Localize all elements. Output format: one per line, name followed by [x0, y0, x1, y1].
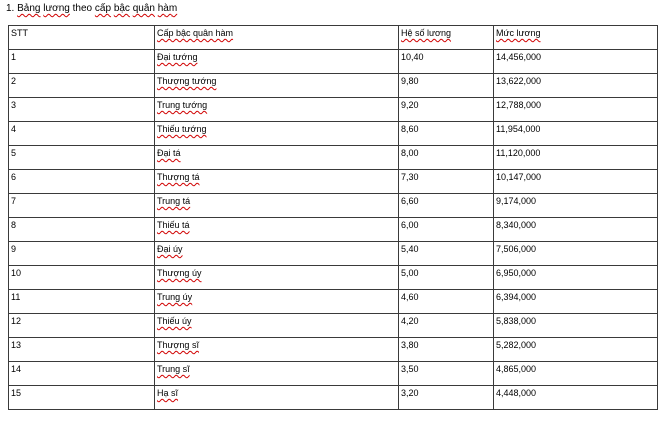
cell-salary: 11,954,000 — [494, 122, 658, 146]
cell-coefficient: 6,60 — [399, 194, 494, 218]
table-row — [9, 290, 658, 314]
cell-coefficient: 10,40 — [399, 50, 494, 74]
cell-rank — [155, 314, 399, 338]
cell-salary: 7,506,000 — [494, 242, 658, 266]
cell-coefficient: 6,00 — [399, 218, 494, 242]
rank-name: Trung sĩ — [157, 364, 190, 374]
heading-word: lương — [43, 3, 70, 14]
cell-stt: 9 — [9, 242, 155, 266]
cell-stt: 11 — [9, 290, 155, 314]
header-cell-salary — [494, 26, 658, 50]
table-row — [9, 74, 658, 98]
cell-salary: 6,394,000 — [494, 290, 658, 314]
cell-rank — [155, 266, 399, 290]
table-row — [9, 122, 658, 146]
table-row — [9, 218, 658, 242]
cell-stt: 6 — [9, 170, 155, 194]
cell-coefficient: 9,80 — [399, 74, 494, 98]
cell-rank — [155, 50, 399, 74]
table-row — [9, 386, 658, 410]
cell-coefficient: 7,30 — [399, 170, 494, 194]
heading-word: theo — [72, 3, 93, 14]
rank-name: Đại tá — [157, 148, 181, 158]
cell-salary: 13,622,000 — [494, 74, 658, 98]
cell-rank — [155, 386, 399, 410]
table-header-row — [9, 26, 658, 50]
cell-salary: 8,340,000 — [494, 218, 658, 242]
cell-coefficient: 8,00 — [399, 146, 494, 170]
heading-word: Bảng — [17, 3, 41, 14]
cell-rank — [155, 194, 399, 218]
cell-rank — [155, 170, 399, 194]
cell-coefficient: 8,60 — [399, 122, 494, 146]
cell-stt: 7 — [9, 194, 155, 218]
rank-name: Thiếu tướng — [157, 124, 207, 134]
rank-name: Trung úy — [157, 292, 193, 302]
cell-stt: 8 — [9, 218, 155, 242]
table-row — [9, 146, 658, 170]
cell-salary: 4,865,000 — [494, 362, 658, 386]
heading-word: hàm — [157, 3, 178, 14]
table-row — [9, 194, 658, 218]
cell-coefficient: 4,60 — [399, 290, 494, 314]
header-rank-label: Cấp bậc quân hàm — [157, 28, 234, 38]
cell-coefficient: 5,40 — [399, 242, 494, 266]
cell-salary: 6,950,000 — [494, 266, 658, 290]
cell-rank — [155, 218, 399, 242]
rank-name: Đại tướng — [157, 52, 198, 62]
cell-coefficient: 3,20 — [399, 386, 494, 410]
cell-salary: 4,448,000 — [494, 386, 658, 410]
table-row — [9, 242, 658, 266]
cell-coefficient: 9,20 — [399, 98, 494, 122]
rank-name: Thượng sĩ — [157, 340, 199, 350]
section-heading — [6, 3, 177, 15]
cell-stt: 3 — [9, 98, 155, 122]
header-cell-rank — [155, 26, 399, 50]
cell-stt: 13 — [9, 338, 155, 362]
rank-name: Thượng tướng — [157, 76, 217, 86]
cell-stt: 5 — [9, 146, 155, 170]
cell-rank — [155, 122, 399, 146]
cell-stt: 2 — [9, 74, 155, 98]
cell-stt: 10 — [9, 266, 155, 290]
heading-word: cấp — [94, 3, 112, 14]
cell-stt: 12 — [9, 314, 155, 338]
cell-stt: 4 — [9, 122, 155, 146]
heading-word: bậc — [113, 3, 130, 14]
cell-salary: 5,838,000 — [494, 314, 658, 338]
cell-rank — [155, 362, 399, 386]
rank-name: Thiếu tá — [157, 220, 190, 230]
cell-salary: 12,788,000 — [494, 98, 658, 122]
table-row — [9, 314, 658, 338]
cell-rank — [155, 242, 399, 266]
table-row — [9, 338, 658, 362]
cell-salary: 9,174,000 — [494, 194, 658, 218]
table-row — [9, 50, 658, 74]
cell-stt: 15 — [9, 386, 155, 410]
header-cell-stt: STT — [9, 26, 155, 50]
rank-name: Thượng úy — [157, 268, 202, 278]
heading-word: quân — [132, 3, 155, 14]
cell-rank — [155, 338, 399, 362]
header-salary-label: Mức lương — [496, 28, 541, 38]
table-row — [9, 170, 658, 194]
cell-stt: 14 — [9, 362, 155, 386]
rank-name: Hạ sĩ — [157, 388, 179, 398]
header-cell-coefficient — [399, 26, 494, 50]
table-row — [9, 362, 658, 386]
salary-table — [8, 25, 658, 410]
cell-coefficient: 3,80 — [399, 338, 494, 362]
cell-salary: 11,120,000 — [494, 146, 658, 170]
cell-rank — [155, 290, 399, 314]
rank-name: Trung tướng — [157, 100, 208, 110]
cell-coefficient: 4,20 — [399, 314, 494, 338]
heading-number: 1. — [6, 3, 15, 14]
rank-name: Trung tá — [157, 196, 191, 206]
table-row — [9, 266, 658, 290]
cell-rank — [155, 74, 399, 98]
rank-name: Thượng tá — [157, 172, 200, 182]
cell-rank — [155, 98, 399, 122]
cell-stt: 1 — [9, 50, 155, 74]
cell-rank — [155, 146, 399, 170]
cell-salary: 5,282,000 — [494, 338, 658, 362]
cell-coefficient: 5,00 — [399, 266, 494, 290]
table-row — [9, 98, 658, 122]
rank-name: Đại úy — [157, 244, 183, 254]
cell-salary: 10,147,000 — [494, 170, 658, 194]
cell-coefficient: 3,50 — [399, 362, 494, 386]
cell-salary: 14,456,000 — [494, 50, 658, 74]
salary-table-body — [9, 26, 658, 410]
rank-name: Thiếu úy — [157, 316, 192, 326]
header-coefficient-label: Hệ số lương — [401, 28, 451, 38]
